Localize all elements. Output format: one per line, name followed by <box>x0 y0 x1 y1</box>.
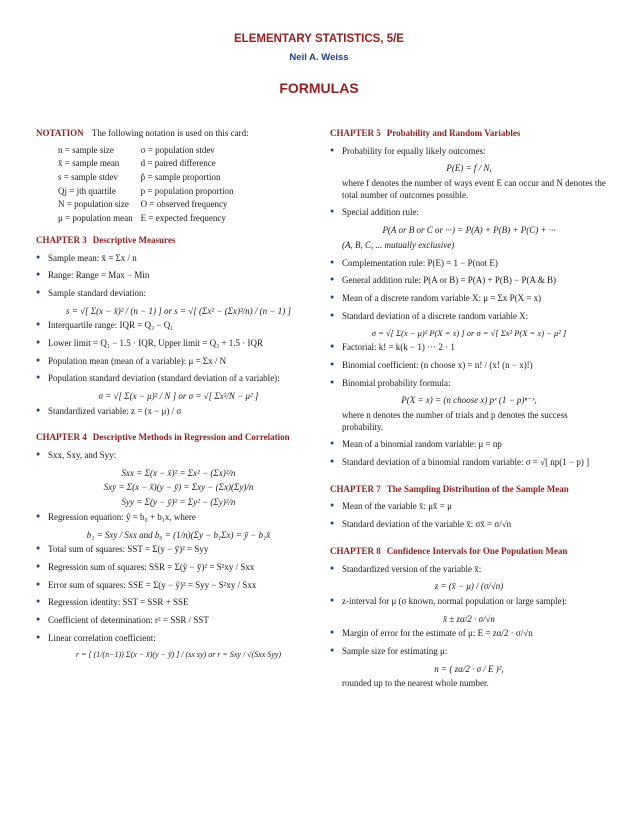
notation-cell: s = sample stdev <box>58 172 118 183</box>
formula-item: ● Sample size for estimating μ: <box>330 646 608 658</box>
chapter-title: The Sampling Distribution of the Sample Mean <box>386 483 569 494</box>
notation-cell: x̄ = sample mean <box>58 158 120 169</box>
notation-intro: The following notation is used on this card: <box>91 128 249 138</box>
notation-cell: n = sample size <box>58 144 114 155</box>
formula-note: where n denotes the number of trials and p denotes the success probability. <box>342 410 568 432</box>
formula-item: ● Range: Range = Max − Min <box>36 270 321 282</box>
formula-item: ● Binomial probability formula: <box>330 378 608 390</box>
formula-item: ● Sxx, Sxy, and Syy: <box>36 450 321 462</box>
chapter-number: CHAPTER 4 <box>36 432 87 443</box>
formula-item: ● Standard deviation of a discrete random variable X: <box>330 311 608 323</box>
formula-item: ● Mean of a discrete random variable X: μ = Σx P(X = x) <box>330 293 608 305</box>
formula-display: Syy = Σ(y − ȳ)² = Σy² − (Σy)²/n <box>121 497 236 508</box>
formula-item: ● Binomial coefficient: (n choose x) = n! / (x! (n − x)!) <box>330 360 608 372</box>
notation-block <box>36 128 321 226</box>
notation-cell: E = expected frequency <box>140 213 226 224</box>
chapter-7-heading <box>330 484 608 496</box>
formula-item: ● Standardized version of the variable x̄: <box>330 564 608 576</box>
chapter-title: Confidence Intervals for One Population Mean <box>386 545 568 556</box>
formula-item: ● Standard deviation of the variable x̄: σx̄ = σ/√n <box>330 519 608 531</box>
notation-cell: μ = population mean <box>58 213 133 224</box>
notation-label: NOTATION <box>36 128 84 138</box>
formula-item: ● Factorial: k! = k(k − 1) ··· 2 · 1 <box>330 342 608 354</box>
formula-display: Sxx = Σ(x − x̄)² = Σx² − (Σx)²/n <box>121 467 236 478</box>
chapter-number: CHAPTER 7 <box>330 483 381 494</box>
formula-item: ● Linear correlation coefficient: <box>36 633 321 645</box>
section-heading: FORMULAS <box>279 80 359 96</box>
formula-item: ● Probability for equally likely outcomes: <box>330 146 608 158</box>
formula-item: ● Total sum of squares: SST = Σ(y − ȳ)² = Syy <box>36 544 321 556</box>
formula-item: ● Mean of a binomial random variable: μ = np <box>330 439 608 451</box>
chapter-title: Descriptive Measures <box>92 234 176 245</box>
chapter-4-heading <box>36 432 321 444</box>
notation-cell: N = population size <box>58 199 129 210</box>
formula-note: where f denotes the number of ways event E can occur and N denotes the total number of outcomes possible. <box>342 178 606 200</box>
chapter-8-heading <box>330 546 608 558</box>
left-column <box>36 128 321 664</box>
chapter-title: Probability and Random Variables <box>386 128 521 138</box>
chapter-number: CHAPTER 3 <box>36 234 87 245</box>
formula-item: ● General addition rule: P(A or B) = P(A) + P(B) − P(A & B) <box>330 275 608 287</box>
formula-item: ● z-interval for μ (σ known, normal population or large sample): <box>330 596 608 608</box>
formula-item: ● Error sum of squares: SSE = Σ(y − ŷ)² = Syy − S²xy / Sxx <box>36 580 321 592</box>
formula-display: r = [ (1/(n−1)) Σ(x − x̄)(y − ȳ) ] / (sx sy) or r = Sxy / √(Sxx Syy) <box>75 650 282 660</box>
notation-cell: σ = population stdev <box>140 144 215 155</box>
notation-cell: p = population proportion <box>140 185 234 196</box>
formula-item: ● Standardized variable: z = (x − μ) / σ <box>36 406 321 418</box>
chapter-number: CHAPTER 8 <box>330 545 381 556</box>
formula-note: rounded up to the nearest whole number. <box>342 678 489 689</box>
formula-item: ● Regression equation: ŷ = b₀ + b₁x, where <box>36 512 321 524</box>
formula-item: ● Margin of error for the estimate of μ: E = zα/2 · σ/√n <box>330 628 608 640</box>
formula-display: P(E) = f / N, <box>446 163 492 174</box>
notation-cell: O = observed frequency <box>140 199 228 210</box>
formula-item: ● Sample mean: x̄ = Σx / n <box>36 253 321 265</box>
formula-item: ● Regression identity: SST = SSR + SSE <box>36 597 321 609</box>
formula-item: ● Sample standard deviation: <box>36 288 321 300</box>
chapter-title: Descriptive Methods in Regression and Correlation <box>92 432 290 443</box>
notation-cell: d = paired difference <box>140 158 216 169</box>
formula-note: (A, B, C, ... mutually exclusive) <box>342 239 455 250</box>
notation-table <box>54 144 237 226</box>
chapter-5-heading <box>330 128 608 140</box>
formula-display: σ = √[ Σ(x − μ)² / N ] or σ = √[ Σx²/N − μ² ] <box>98 391 259 401</box>
formula-display: z = (x̄ − μ) / (σ/√n) <box>434 581 504 592</box>
author-name: Neil A. Weiss <box>289 52 349 63</box>
notation-cell: Qj = jth quartile <box>58 185 116 196</box>
right-column <box>330 128 608 690</box>
formula-item: ● Population mean (mean of a variable): μ = Σx / N <box>36 356 321 368</box>
formula-item: ● Lower limit = Q₁ − 1.5 · IQR, Upper limit = Q₃ + 1.5 · IQR <box>36 338 321 350</box>
formula-display: P(X = x) = (n choose x) pˣ (1 − p)ⁿ⁻ˣ, <box>401 395 537 406</box>
formula-display: x̄ ± zα/2 · σ/√n <box>443 613 495 624</box>
chapter-3-heading <box>36 235 321 247</box>
formula-item: ● Interquartile range: IQR = Q₃ − Q₁ <box>36 320 321 332</box>
formula-display: Sxy = Σ(x − x̄)(y − ȳ) = Σxy − (Σx)(Σy)/n <box>103 482 254 493</box>
formula-display: s = √[ Σ(x − x̄)² / (n − 1) ] or s = √[ (Σx² − (Σx)²/n) / (n − 1) ] <box>66 305 291 316</box>
formula-display: P(A or B or C or ···) = P(A) + P(B) + P(C) + ··· <box>382 225 556 236</box>
formula-item: ● Standard deviation of a binomial random variable: σ = √[ np(1 − p) ] <box>330 457 608 469</box>
formula-item: ● Special addition rule: <box>330 207 608 219</box>
formula-display: σ = √[ Σ(x − μ)² P(X = x) ] or σ = √[ Σx² P(X = x) − μ² ] <box>371 328 567 339</box>
formula-item: ● Complementation rule: P(E) = 1 − P(not E) <box>330 258 608 270</box>
formula-item: ● Population standard deviation (standard deviation of a variable): <box>36 373 321 385</box>
chapter-number: CHAPTER 5 <box>330 128 381 138</box>
notation-cell: p̂ = sample proportion <box>140 172 221 183</box>
formula-item: ● Mean of the variable x̄: μx̄ = μ <box>330 501 608 513</box>
formula-item: ● Coefficient of determination: r² = SSR / SST <box>36 615 321 627</box>
formula-display: n = ( zα/2 · σ / E )², <box>434 663 504 674</box>
formula-display: b₁ = Sxy / Sxx and b₀ = (1/n)(Σy − b₁Σx) = ȳ − b₁x̄ <box>86 529 271 540</box>
formula-item: ● Regression sum of squares: SSR = Σ(ŷ − ȳ)² = S²xy / Sxx <box>36 562 321 574</box>
document-title: ELEMENTARY STATISTICS, 5/E <box>234 33 404 45</box>
